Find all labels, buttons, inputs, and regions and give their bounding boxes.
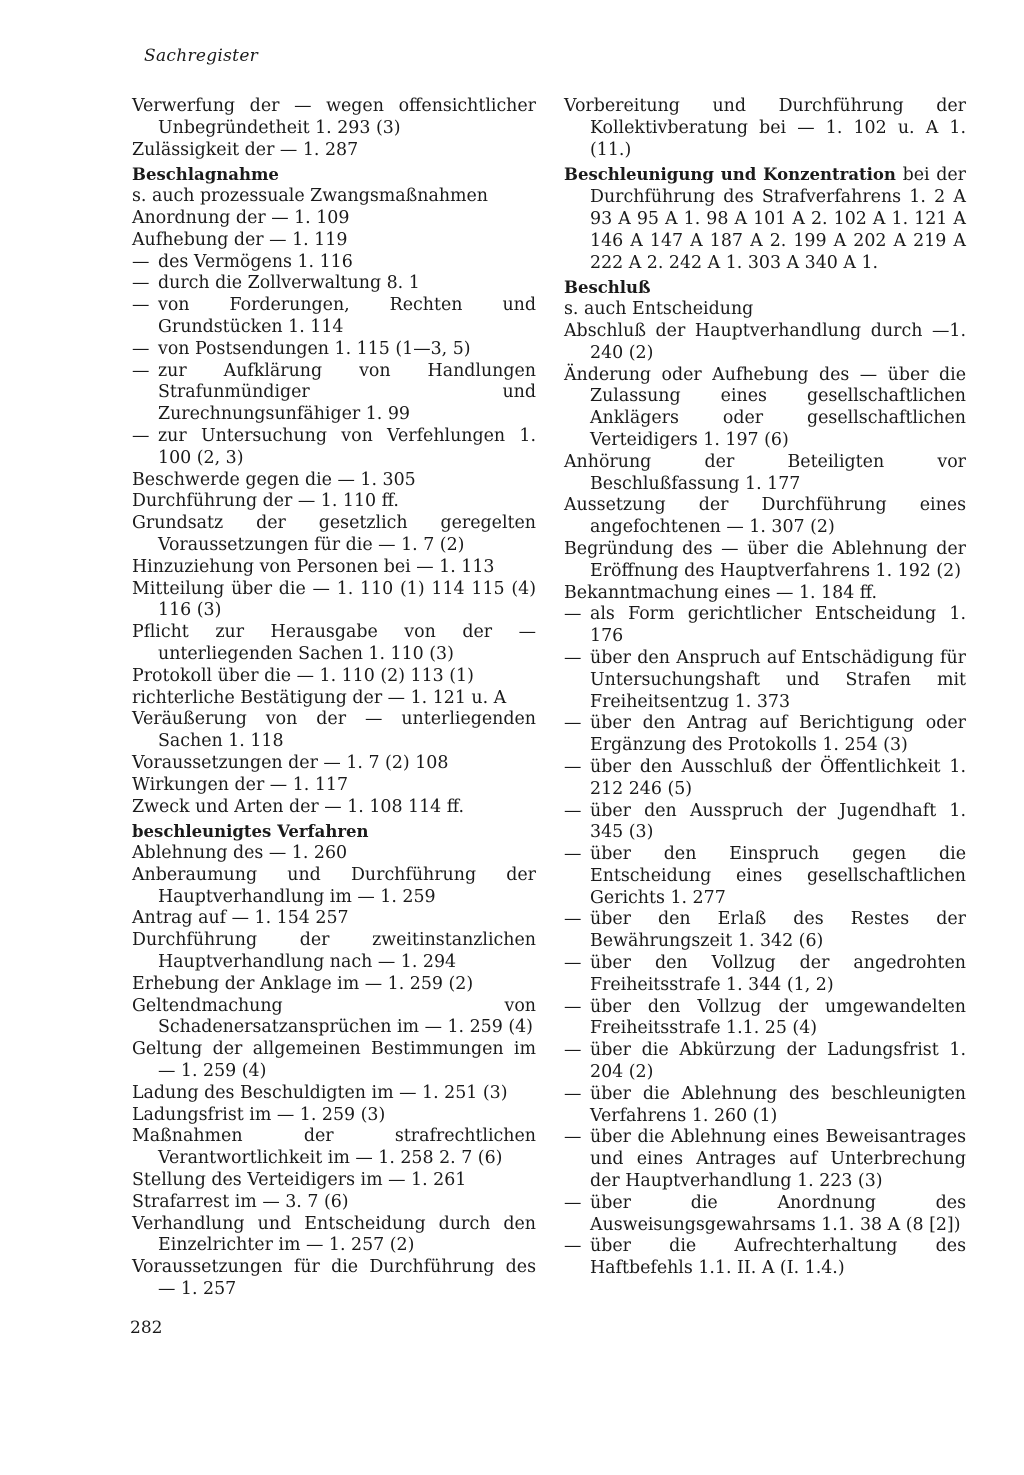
index-entry: Aufhebung der — 1. 119 xyxy=(132,229,348,250)
index-subentry-text: über die Anordnung des Ausweisungsgewahrsams 1.1. 38 A (8 [2]) xyxy=(590,1192,966,1235)
index-subentry-text: über die Ablehnung des beschleunigten Verfahrens 1. 260 (1) xyxy=(590,1083,966,1126)
index-subentry xyxy=(132,426,536,470)
index-entry: Änderung oder Aufhebung des — über die Zulassung eines gesellschaftlichen Anklägers oder gesellschaftlichen Verteidigers 1. 197 (6) xyxy=(564,364,966,450)
running-header: Sachregister xyxy=(144,46,259,66)
index-entry: Bekanntmachung eines — 1. 184 ff. xyxy=(564,582,878,603)
index-heading: Beschluß xyxy=(564,278,651,298)
dash-marker: — xyxy=(564,909,582,930)
index-subentry-text: von Forderungen, Rechten und Grundstücken 1. 114 xyxy=(158,295,536,337)
dash-marker: — xyxy=(564,844,582,865)
index-entry: Geltung der allgemeinen Bestimmungen im — 1. 259 (4) xyxy=(132,1039,536,1082)
index-subentry xyxy=(132,252,536,274)
dash-marker: — xyxy=(132,360,150,381)
index-subentry-text: über den Vollzug der angedrohten Freiheitsstrafe 1. 344 (1, 2) xyxy=(590,953,966,995)
dash-marker: — xyxy=(564,604,582,625)
index-entry: Voraussetzungen für die Durchführung des — 1. 257 xyxy=(132,1257,536,1300)
index-subentry xyxy=(132,361,536,426)
index-column-left xyxy=(132,96,536,1301)
index-subentry xyxy=(564,1084,966,1128)
index-subentry xyxy=(564,713,966,757)
index-entry: Begründung des — über die Ablehnung der Eröffnung des Hauptverfahrens 1. 192 (2) xyxy=(564,538,966,581)
dash-marker: — xyxy=(564,1040,582,1061)
index-entry-text: bei der Durchführung des Strafverfahrens 1. 2 A 93 A 95 A 1. 98 A 101 A 2. 102 A 1. 121 A 146 A 147 A 187 A 2. 199 A 202 A 219 A 222 A 2. 242 A 1. 303 A 340 A 1. xyxy=(590,165,966,273)
index-entry: richterliche Bestätigung der — 1. 121 u. A xyxy=(132,687,507,708)
index-heading: Beschlagnahme xyxy=(132,165,279,185)
index-subentry-text: über den Einspruch gegen die Entscheidung eines gesellschaftlichen Gerichts 1. 277 xyxy=(590,844,966,908)
index-subentry xyxy=(564,953,966,997)
index-subentry xyxy=(564,801,966,845)
index-entry: Ladungsfrist im — 1. 259 (3) xyxy=(132,1104,386,1125)
index-subentry-text: über den Vollzug der umgewandelten Freiheitsstrafe 1.1. 25 (4) xyxy=(590,996,966,1039)
index-entry: Vorbereitung und Durchführung der Kollektivberatung bei — 1. 102 u. A 1. (11.) xyxy=(564,96,966,160)
index-entry xyxy=(564,164,966,274)
index-entry: Veräußerung von der — unterliegenden Sachen 1. 118 xyxy=(132,709,536,752)
dash-marker: — xyxy=(564,1083,582,1104)
index-entry: Anberaumung und Durchführung der Hauptverhandlung im — 1. 259 xyxy=(132,864,536,907)
index-subentry-text: über den Anspruch auf Entschädigung für Untersuchungshaft und Strafen mit Freiheitsentzug 1. 373 xyxy=(590,647,966,712)
index-subentry xyxy=(564,604,966,648)
index-entry: Anhörung der Beteiligten vor Beschlußfassung 1. 177 xyxy=(564,451,966,494)
dash-marker: — xyxy=(132,251,150,272)
dash-marker: — xyxy=(132,425,150,446)
dash-marker: — xyxy=(564,953,582,974)
index-entry: Grundsatz der gesetzlich geregelten Voraussetzungen für die — 1. 7 (2) xyxy=(132,513,536,555)
index-subentry-text: über die Aufrechterhaltung des Haftbefehls 1.1. II. A (I. 1.4.) xyxy=(590,1236,966,1279)
index-entry: Pflicht zur Herausgabe von der — unterliegenden Sachen 1. 110 (3) xyxy=(132,622,536,664)
index-subentry-text: als Form gerichtlicher Entscheidung 1. 176 xyxy=(590,604,966,647)
index-subentry-text: des Vermögens 1. 116 xyxy=(158,251,353,272)
dash-marker: — xyxy=(564,996,582,1017)
index-subentry-text: über die Abkürzung der Ladungsfrist 1. 204 (2) xyxy=(590,1040,966,1083)
index-entry: Ladung des Beschuldigten im — 1. 251 (3) xyxy=(132,1082,508,1103)
dash-marker: — xyxy=(132,338,150,359)
index-subentry xyxy=(564,997,966,1041)
index-subentry-text: durch die Zollverwaltung 8. 1 xyxy=(158,273,420,294)
dash-marker: — xyxy=(564,756,582,777)
index-entry: Hinzuziehung von Personen bei — 1. 113 xyxy=(132,556,495,577)
dash-marker: — xyxy=(132,295,150,316)
index-entry: s. auch prozessuale Zwangsmaßnahmen xyxy=(132,186,489,207)
dash-marker: — xyxy=(564,713,582,734)
index-entry: Zulässigkeit der — 1. 287 xyxy=(132,139,359,160)
index-heading-inline: Beschleunigung und Konzentration xyxy=(564,165,896,185)
dash-marker: — xyxy=(564,1236,582,1257)
index-entry: Beschwerde gegen die — 1. 305 xyxy=(132,469,416,490)
index-subentry-text: über die Ablehnung eines Beweisantrages und eines Antrages auf Unterbrechung der Hauptverhandlung 1. 223 (3) xyxy=(590,1127,966,1192)
index-subentry-text: über den Ausschluß der Öffentlichkeit 1. 212 246 (5) xyxy=(590,756,966,799)
index-entry: Aussetzung der Durchführung eines angefochtenen — 1. 307 (2) xyxy=(564,495,966,538)
index-entry: Verhandlung und Entscheidung durch den Einzelrichter im — 1. 257 (2) xyxy=(132,1213,536,1256)
index-subentry xyxy=(132,295,536,339)
index-entry: Geltendmachung von Schadenersatzansprüchen im — 1. 259 (4) xyxy=(132,995,536,1038)
index-entry: Voraussetzungen der — 1. 7 (2) 108 xyxy=(132,752,449,773)
index-entry: Anordnung der — 1. 109 xyxy=(132,207,350,228)
index-subentry-text: über den Antrag auf Berichtigung oder Ergänzung des Protokolls 1. 254 (3) xyxy=(590,713,966,756)
index-entry: Strafarrest im — 3. 7 (6) xyxy=(132,1191,349,1212)
index-entry: s. auch Entscheidung xyxy=(564,299,754,320)
index-subentry xyxy=(132,273,536,295)
index-entry: Protokoll über die — 1. 110 (2) 113 (1) xyxy=(132,665,474,686)
index-subentry xyxy=(564,648,966,713)
index-entry: Maßnahmen der strafrechtlichen Verantwortlichkeit im — 1. 258 2. 7 (6) xyxy=(132,1126,536,1169)
index-subentry xyxy=(564,1040,966,1084)
index-subentry xyxy=(564,909,966,953)
index-entry: Antrag auf — 1. 154 257 xyxy=(132,908,349,929)
dash-marker: — xyxy=(564,800,582,821)
index-subentry xyxy=(564,844,966,909)
index-entry: Durchführung der zweitinstanzlichen Hauptverhandlung nach — 1. 294 xyxy=(132,930,536,973)
dash-marker: — xyxy=(132,273,150,294)
index-subentry-text: zur Aufklärung von Handlungen Strafunmündiger und Zurechnungsunfähiger 1. 99 xyxy=(158,360,536,425)
dash-marker: — xyxy=(564,647,582,668)
index-subentry-text: über den Ausspruch der Jugendhaft 1. 345 (3) xyxy=(590,800,966,843)
index-entry: Ablehnung des — 1. 260 xyxy=(132,843,348,864)
index-heading: beschleunigtes Verfahren xyxy=(132,822,369,842)
index-subentry xyxy=(564,757,966,801)
index-entry: Stellung des Verteidigers im — 1. 261 xyxy=(132,1170,467,1191)
index-subentry-text: über den Erlaß des Restes der Bewährungszeit 1. 342 (6) xyxy=(590,909,966,952)
index-entry: Zweck und Arten der — 1. 108 114 ff. xyxy=(132,796,465,817)
index-subentry xyxy=(564,1236,966,1280)
index-entry: Verwerfung der — wegen offensichtlicher Unbegründetheit 1. 293 (3) xyxy=(132,96,536,138)
index-subentry-text: zur Untersuchung von Verfehlungen 1. 100 (2, 3) xyxy=(158,425,536,468)
page-number: 282 xyxy=(130,1318,163,1338)
index-column-right xyxy=(564,96,966,1280)
index-entry: Mitteilung über die — 1. 110 (1) 114 115 (4) 116 (3) xyxy=(132,578,536,621)
index-subentry-text: von Postsendungen 1. 115 (1—3, 5) xyxy=(158,338,471,359)
index-subentry xyxy=(132,339,536,361)
index-subentry xyxy=(564,1127,966,1192)
dash-marker: — xyxy=(564,1192,582,1213)
dash-marker: — xyxy=(564,1127,582,1148)
index-entry: Wirkungen der — 1. 117 xyxy=(132,774,349,795)
index-entry: Erhebung der Anklage im — 1. 259 (2) xyxy=(132,973,474,994)
index-entry: Durchführung der — 1. 110 ff. xyxy=(132,491,399,512)
index-subentry xyxy=(564,1193,966,1237)
index-entry: Abschluß der Hauptverhandlung durch —1. 240 (2) xyxy=(564,320,966,363)
